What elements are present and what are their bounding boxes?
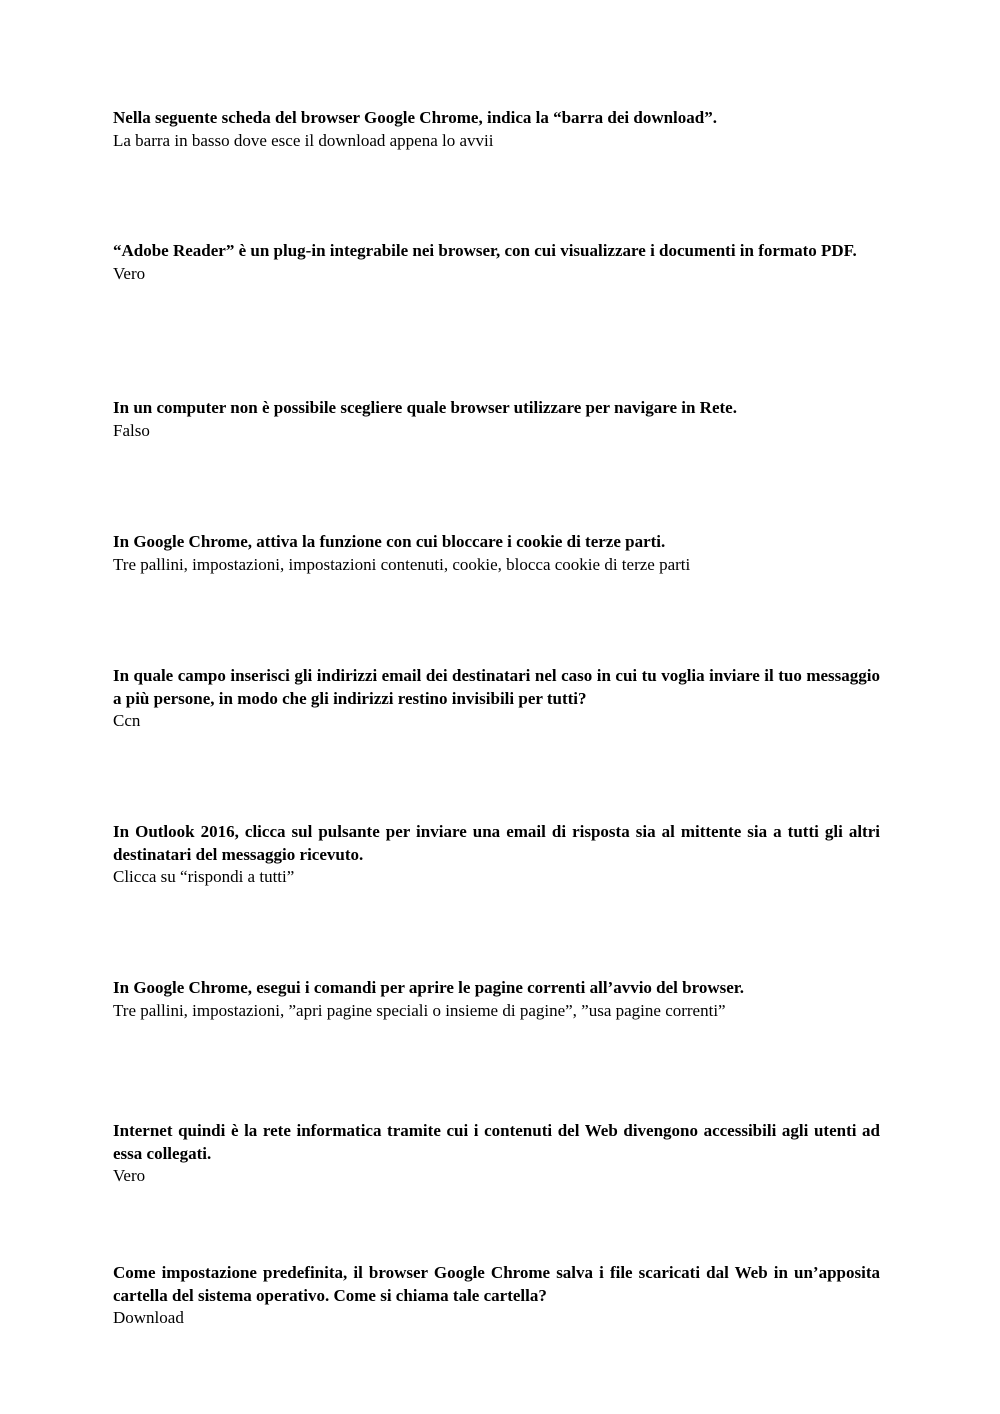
qa-item-2 (113, 240, 880, 285)
question-8: Internet quindi è la rete informatica tramite cui i contenuti del Web divengono accessibili agli utenti ad essa collegati. (113, 1121, 880, 1163)
answer-8: Vero (113, 1166, 146, 1185)
question-9: Come impostazione predefinita, il browser Google Chrome salva i file scaricati dal Web in un’apposita cartella del sistema operativo. Come si chiama tale cartella? (113, 1263, 880, 1305)
question-2: “Adobe Reader” è un plug-in integrabile nei browser, con cui visualizzare i documenti in formato PDF. (113, 241, 857, 260)
qa-item-5 (113, 665, 880, 732)
qa-item-3 (113, 397, 880, 442)
answer-7: Tre pallini, impostazioni, ”apri pagine speciali o insieme di pagine”, ”usa pagine correnti” (113, 1000, 726, 1020)
qa-item-8 (113, 1120, 880, 1187)
answer-3: Falso (113, 420, 150, 440)
question-5: In quale campo inserisci gli indirizzi email dei destinatari nel caso in cui tu voglia inviare il tuo messaggio a più persone, in modo che gli indirizzi restino invisibili per tutti? (113, 666, 880, 708)
answer-9: Download (113, 1308, 184, 1327)
question-4: In Google Chrome, attiva la funzione con cui bloccare i cookie di terze parti. (113, 532, 666, 551)
answer-5: Ccn (113, 711, 141, 730)
question-7: In Google Chrome, esegui i comandi per aprire le pagine correnti all’avvio del browser. (113, 978, 745, 997)
answer-2: Vero (113, 263, 146, 283)
question-3: In un computer non è possibile scegliere quale browser utilizzare per navigare in Rete. (113, 398, 737, 417)
qa-item-1 (113, 107, 880, 152)
answer-6: Clicca su “rispondi a tutti” (113, 867, 295, 886)
qa-item-9 (113, 1262, 880, 1329)
question-1: Nella seguente scheda del browser Google Chrome, indica la “barra dei download”. (113, 108, 717, 127)
qa-item-6 (113, 821, 880, 888)
qa-item-7 (113, 977, 880, 1022)
answer-4: Tre pallini, impostazioni, impostazioni contenuti, cookie, blocca cookie di terze parti (113, 554, 691, 574)
answer-1: La barra in basso dove esce il download appena lo avvii (113, 130, 494, 150)
question-6: In Outlook 2016, clicca sul pulsante per inviare una email di risposta sia al mittente sia a tutti gli altri destinatari del messaggio ricevuto. (113, 822, 880, 864)
qa-item-4 (113, 531, 880, 576)
